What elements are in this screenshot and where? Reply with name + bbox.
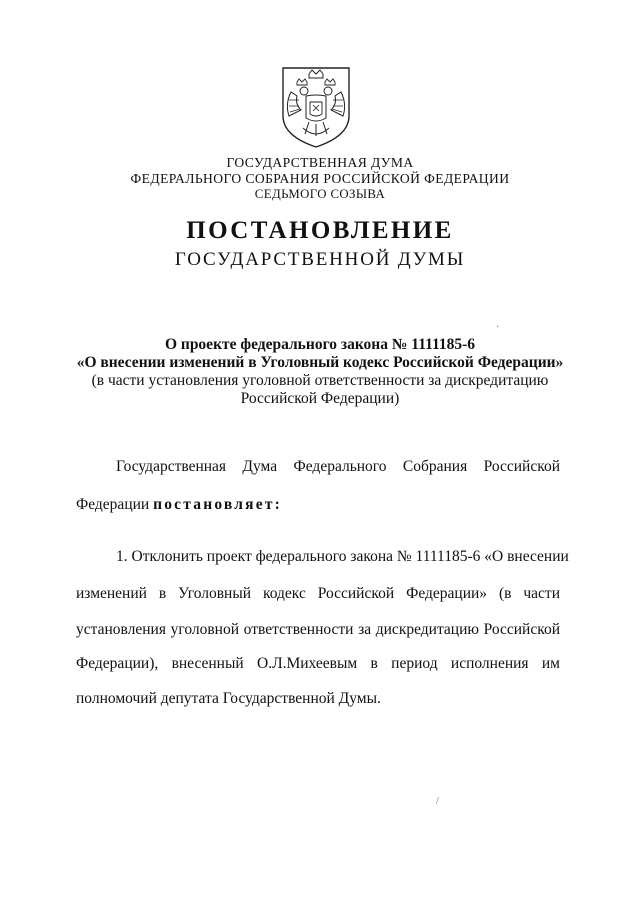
clause-1-line-2: изменений в Уголовный кодекс Российской Федерации» (в части [76, 585, 560, 602]
preamble-text: Федерации [76, 496, 154, 513]
header-line-2: ФЕДЕРАЛЬНОГО СОБРАНИЯ РОССИЙСКОЙ ФЕДЕРАЦИИ [130, 171, 510, 186]
preamble-line-2 [76, 496, 560, 514]
clause-1-line-4: Федерации), внесенный О.Л.Михеевым в период исполнения им [76, 655, 560, 672]
document-title: ПОСТАНОВЛЕНИЕ [186, 217, 454, 244]
header-line-3: СЕДЬМОГО СОЗЫВА [254, 187, 386, 201]
resolves-keyword: постановляет: [153, 496, 282, 513]
subject-line-3: (в части установления уголовной ответственности за дискредитацию [91, 372, 549, 389]
subject-line-4: Российской Федерации) [240, 390, 400, 407]
document-subtitle: ГОСУДАРСТВЕННОЙ ДУМЫ [174, 249, 466, 270]
preamble-line-1: Государственная Дума Федерального Собрания Российской [116, 458, 560, 475]
clause-1-line-5: полномочий депутата Государственной Думы. [76, 690, 381, 707]
scan-speck: / [436, 796, 439, 807]
header-line-1: ГОСУДАРСТВЕННАЯ ДУМА [226, 155, 414, 170]
clause-1-line-1: 1. Отклонить проект федерального закона № 1111185-6 «О внесении [116, 548, 569, 565]
scan-speck: · [496, 322, 500, 333]
coat-of-arms-icon [279, 64, 353, 150]
subject-line-1: О проекте федерального закона № 1111185-6 [164, 336, 476, 353]
subject-line-2: «О внесении изменений в Уголовный кодекс Российской Федерации» [76, 354, 564, 371]
clause-1-line-3: установления уголовной ответственности за дискредитацию Российской [76, 621, 560, 638]
